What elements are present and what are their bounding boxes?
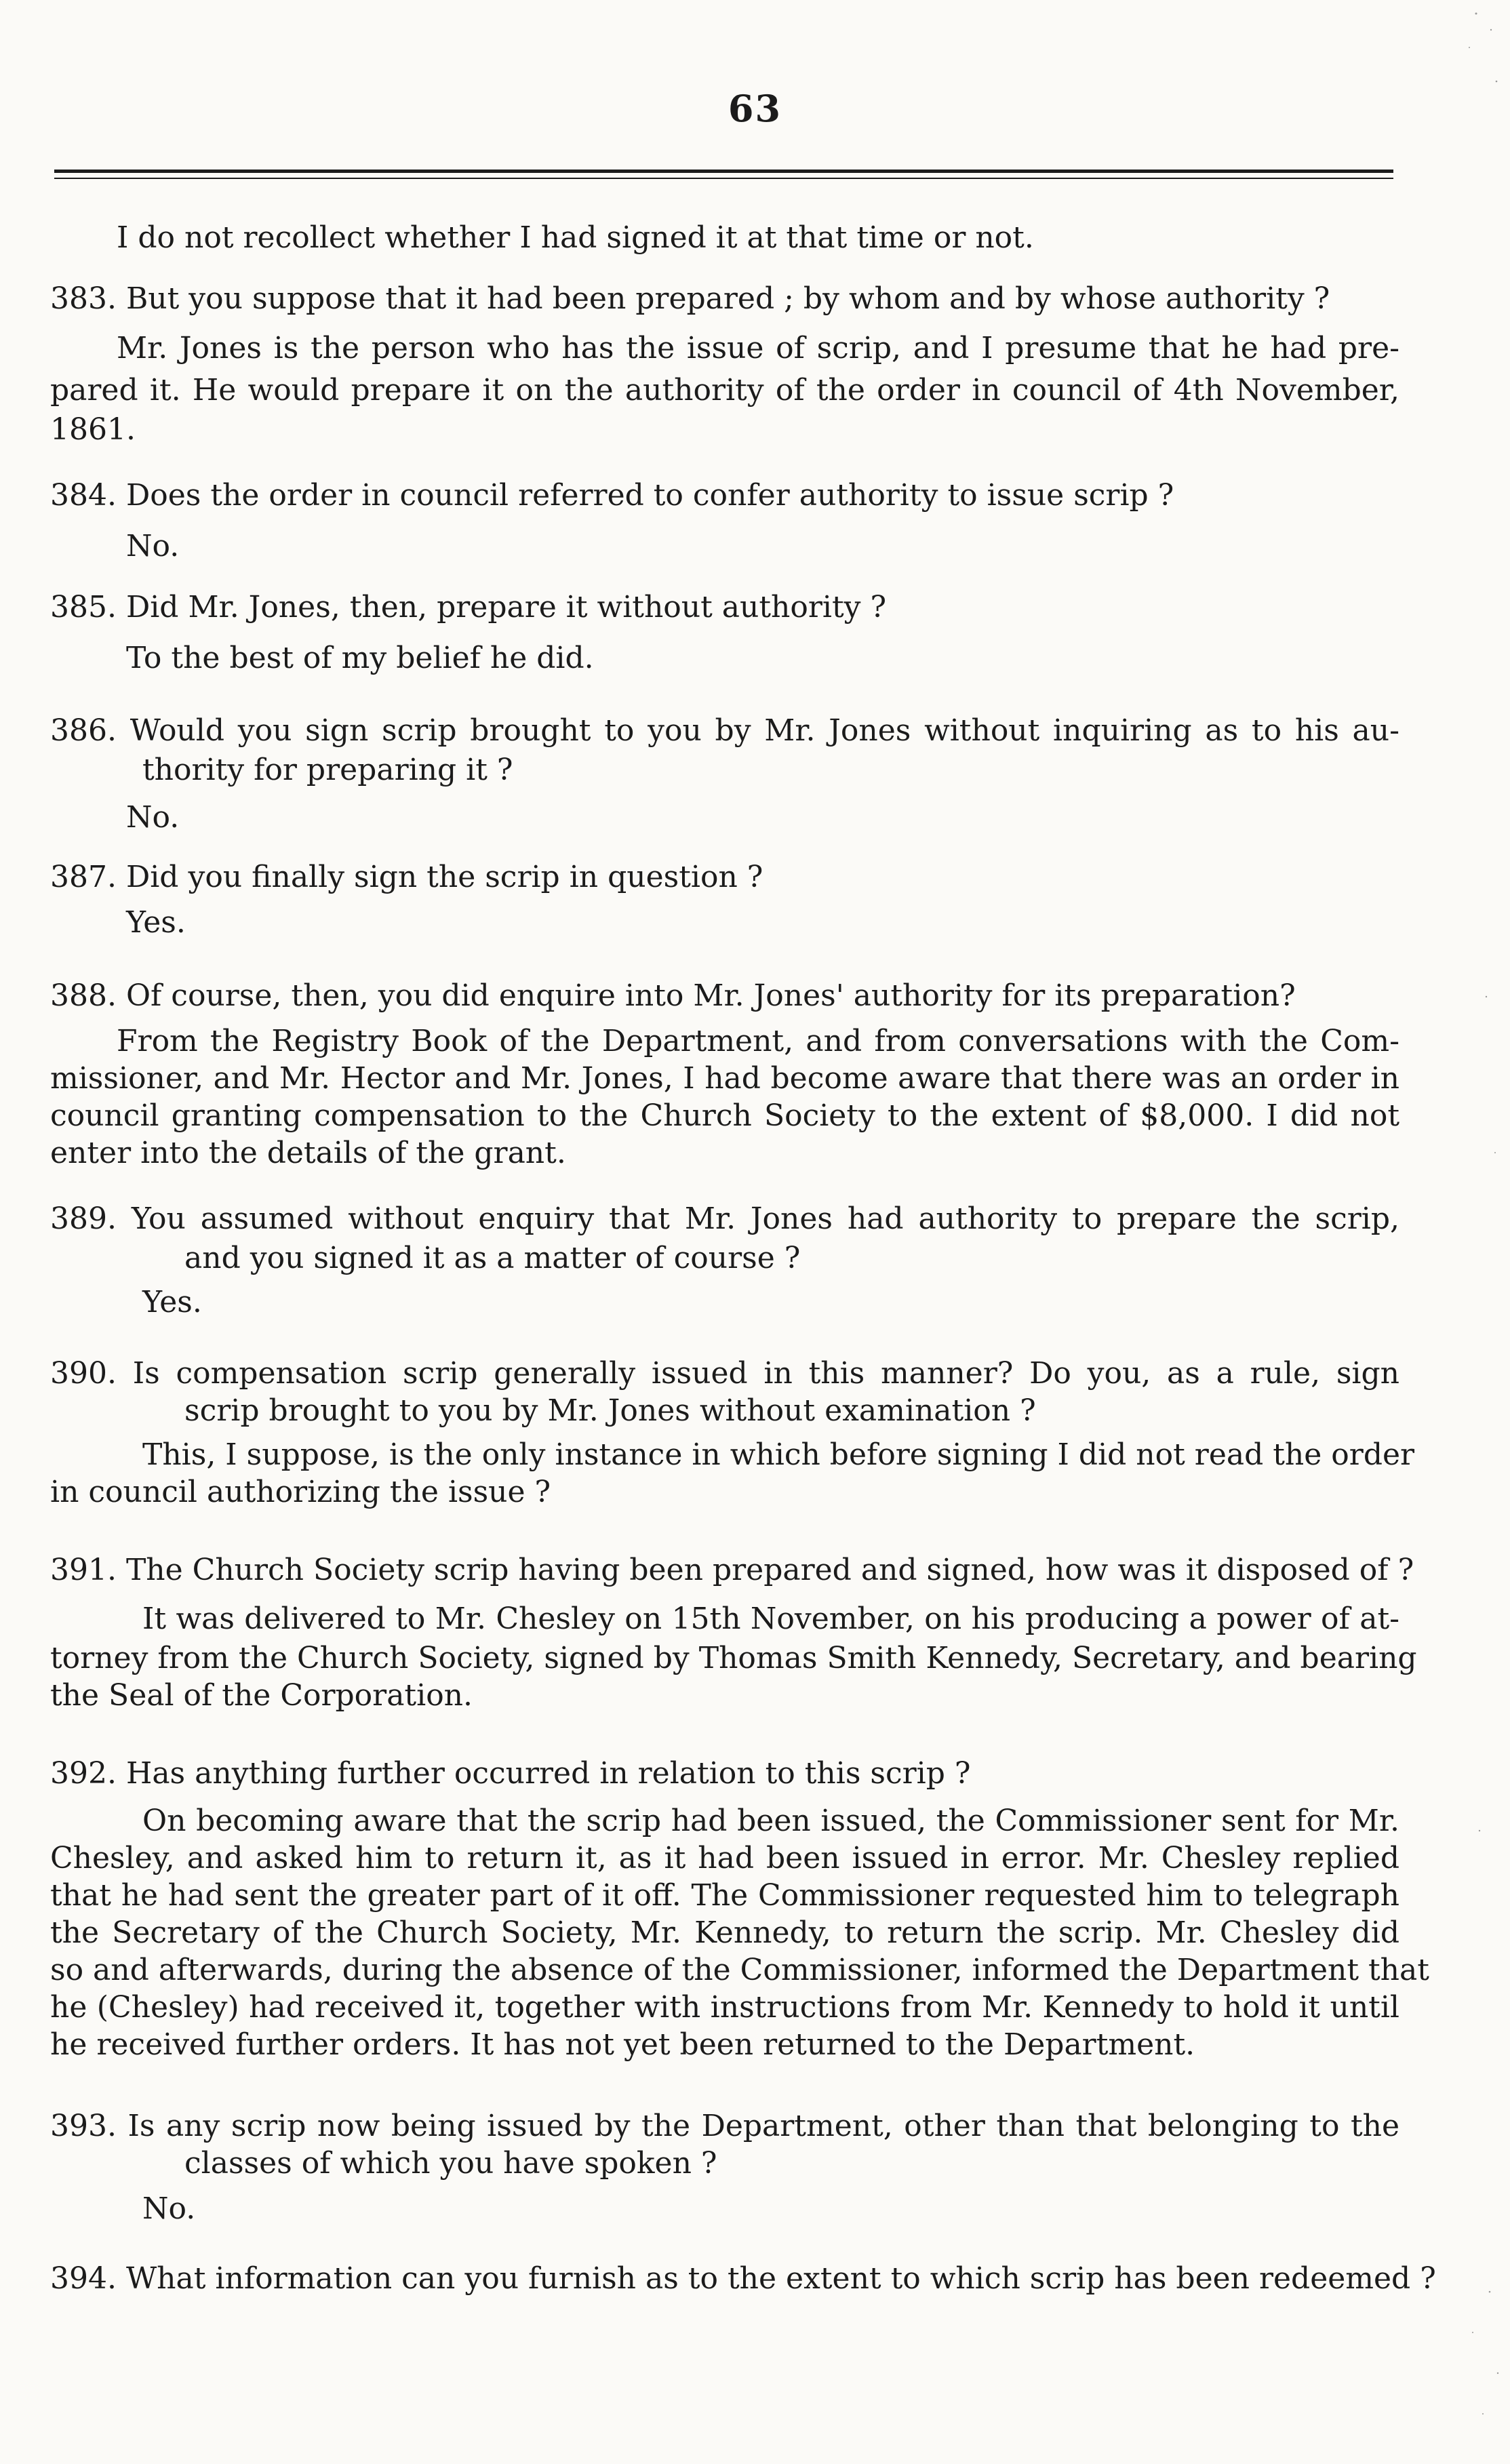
answer-388-line-1: From the Registry Book of the Department, and from conversations with the Com- xyxy=(117,1024,1399,1058)
text-line: I do not recollect whether I had signed it at that time or not. xyxy=(117,220,1034,255)
question-392: 392. Has anything further occurred in relation to this scrip ? xyxy=(50,1756,971,1791)
question-385: 385. Did Mr. Jones, then, prepare it without authority ? xyxy=(50,590,887,624)
question-388: 388. Of course, then, you did enquire into Mr. Jones' authority for its preparation? xyxy=(50,978,1296,1013)
question-393-line-2: classes of which you have spoken ? xyxy=(184,2146,717,2181)
answer-388-line-4: enter into the details of the grant. xyxy=(50,1136,566,1170)
question-394: 394. What information can you furnish as to the extent to which scrip has been redeemed ? xyxy=(50,2261,1436,2296)
question-386-line-1: 386. Would you sign scrip brought to you by Mr. Jones without inquiring as to his au- xyxy=(50,713,1399,748)
answer-390-line-2: in council authorizing the issue ? xyxy=(50,1475,551,1509)
answer-392-line-3: that he had sent the greater part of it off. The Commissioner requested him to telegraph xyxy=(50,1878,1399,1913)
question-393-line-1: 393. Is any scrip now being issued by the Department, other than that belonging to the xyxy=(50,2109,1399,2143)
question-386-line-2: thority for preparing it ? xyxy=(142,753,513,787)
answer-387: Yes. xyxy=(126,905,186,940)
answer-383-line-3: 1861. xyxy=(50,412,136,447)
answer-386: No. xyxy=(126,800,180,835)
answer-389: Yes. xyxy=(142,1285,202,1319)
answer-390-line-1: This, I suppose, is the only instance in which before signing I did not read the order xyxy=(142,1437,1415,1472)
question-387: 387. Did you finally sign the scrip in question ? xyxy=(50,860,763,894)
question-390-line-2: scrip brought to you by Mr. Jones without examination ? xyxy=(184,1393,1036,1428)
answer-383-line-1: Mr. Jones is the person who has the issue of scrip, and I presume that he had pre- xyxy=(117,331,1399,365)
answer-391-line-2: torney from the Church Society, signed by Thomas Smith Kennedy, Secretary, and bearing xyxy=(50,1641,1417,1675)
answer-392-line-4: the Secretary of the Church Society, Mr. Kennedy, to return the scrip. Mr. Chesley did xyxy=(50,1915,1399,1950)
question-391: 391. The Church Society scrip having been prepared and signed, how was it disposed of ? xyxy=(50,1553,1414,1587)
answer-388-line-2: missioner, and Mr. Hector and Mr. Jones, I had become aware that there was an order in xyxy=(50,1061,1399,1096)
answer-393: No. xyxy=(142,2191,196,2226)
page-number: 63 xyxy=(728,87,782,130)
answer-392-line-6: he (Chesley) had received it, together with instructions from Mr. Kennedy to hold it until xyxy=(50,1990,1399,2025)
header-rule-thick xyxy=(54,170,1393,173)
answer-383-line-2: pared it. He would prepare it on the authority of the order in council of 4th November, xyxy=(50,373,1399,408)
answer-392-line-7: he received further orders. It has not yet been returned to the Department. xyxy=(50,2027,1195,2062)
header-rule-thin xyxy=(54,178,1393,179)
answer-392-line-2: Chesley, and asked him to return it, as it had been issued in error. Mr. Chesley replied xyxy=(50,1841,1399,1875)
question-389-line-1: 389. You assumed without enquiry that Mr. Jones had authority to prepare the scrip, xyxy=(50,1201,1399,1236)
answer-391-line-1: It was delivered to Mr. Chesley on 15th November, on his producing a power of at- xyxy=(142,1602,1399,1636)
answer-392-line-1: On becoming aware that the scrip had been issued, the Commissioner sent for Mr. xyxy=(142,1804,1399,1838)
edge-specks-decoration xyxy=(1449,0,1510,2464)
question-389-line-2: and you signed it as a matter of course ? xyxy=(184,1241,801,1275)
answer-388-line-3: council granting compensation to the Church Society to the extent of $8,000. I did not xyxy=(50,1098,1399,1133)
question-383: 383. But you suppose that it had been prepared ; by whom and by whose authority ? xyxy=(50,281,1330,316)
answer-385: To the best of my belief he did. xyxy=(126,641,594,675)
question-384: 384. Does the order in council referred to confer authority to issue scrip ? xyxy=(50,478,1174,513)
answer-391-line-3: the Seal of the Corporation. xyxy=(50,1678,473,1713)
answer-384: No. xyxy=(126,529,180,563)
question-390-line-1: 390. Is compensation scrip generally issued in this manner? Do you, as a rule, sign xyxy=(50,1356,1399,1391)
answer-392-line-5: so and afterwards, during the absence of the Commissioner, informed the Department that xyxy=(50,1953,1429,1987)
